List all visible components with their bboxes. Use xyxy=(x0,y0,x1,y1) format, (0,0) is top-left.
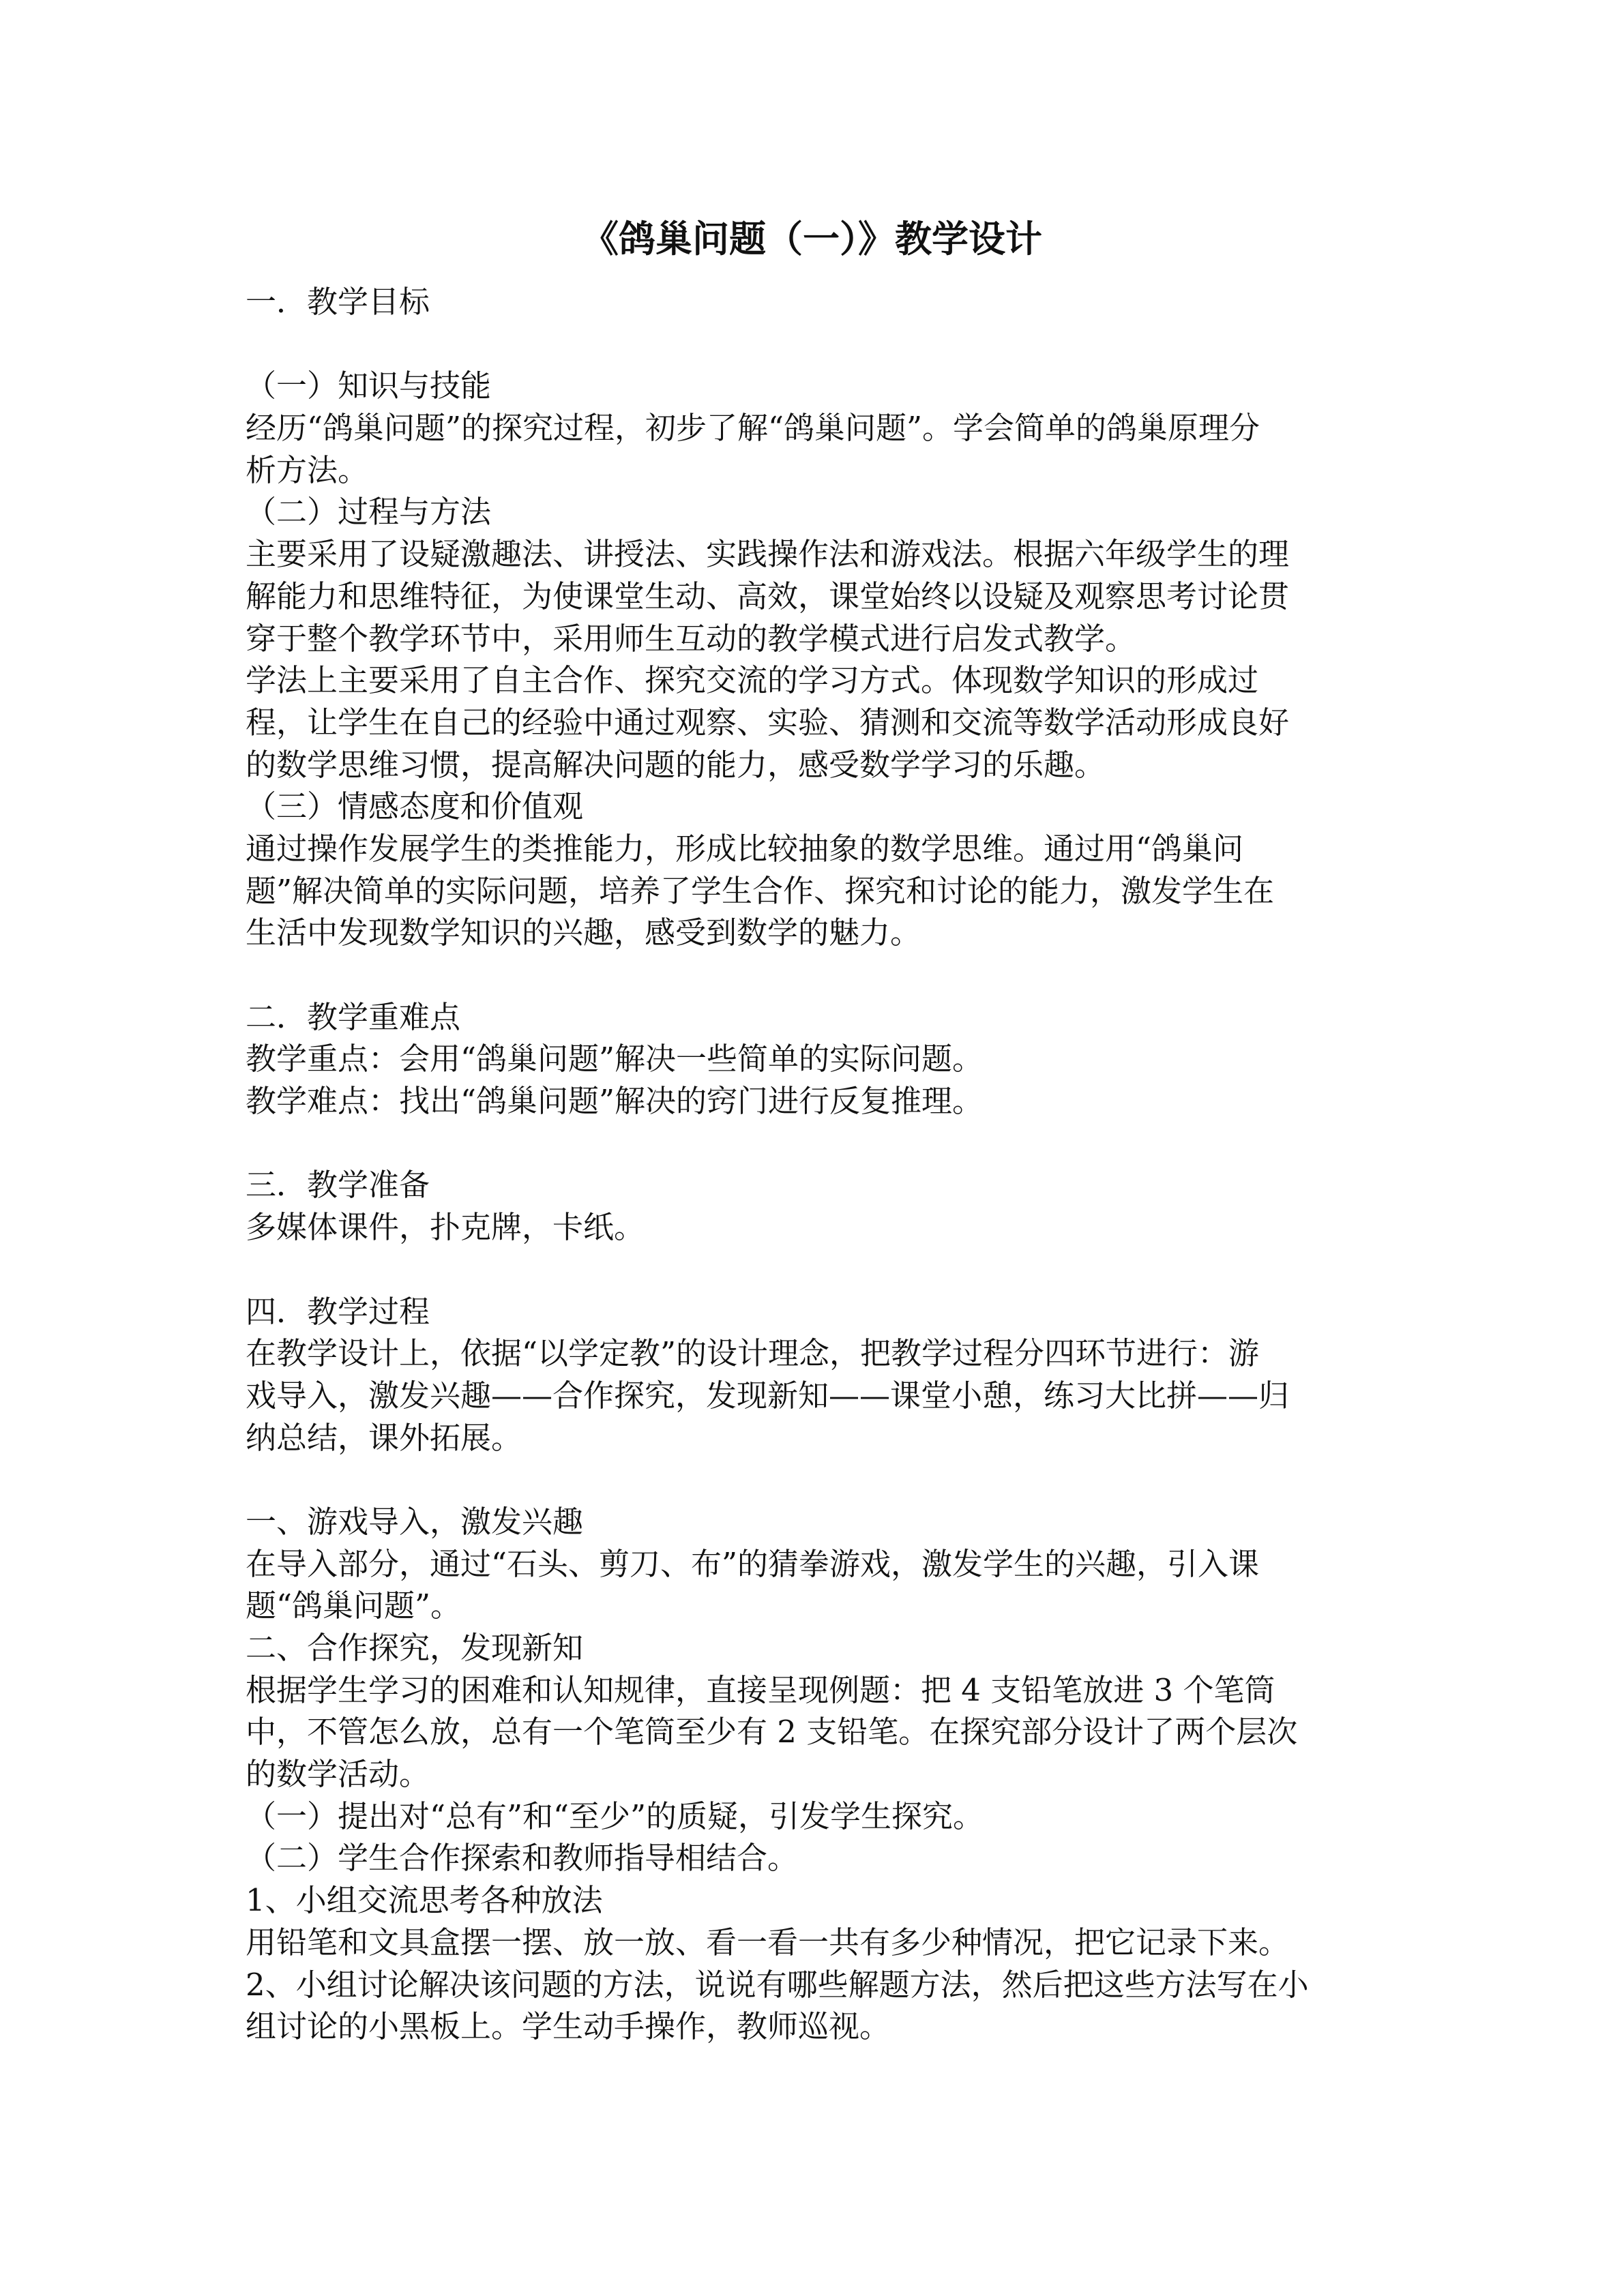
blank-line xyxy=(246,954,1381,996)
heading-preparation: 三．教学准备 xyxy=(246,1167,430,1204)
paragraph-line: 经历“鸽巢问题”的探究过程，初步了解“鸽巢问题”。学会简单的鸽巢原理分 xyxy=(246,410,1260,447)
paragraph-line: 在教学设计上，依据“以学定教”的设计理念，把教学过程分四环节进行：游 xyxy=(246,1335,1260,1372)
subheading-emotion-values: （三）情感态度和价值观 xyxy=(246,788,584,825)
paragraph-line: 通过操作发展学生的类推能力，形成比较抽象的数学思维。通过用“鸽巢问 xyxy=(246,830,1244,867)
paragraph-line: 用铅笔和文具盒摆一摆、放一放、看一看一共有多少种情况，把它记录下来。 xyxy=(246,1924,1290,1960)
paragraph-line: （二）学生合作探索和教师指导相结合。 xyxy=(246,1840,799,1877)
paragraph-line: 程，让学生在自己的经验中通过观察、实验、猜测和交流等数学活动形成良好 xyxy=(246,704,1290,741)
paragraph-line: 根据学生学习的困难和认知规律，直接呈现例题：把 4 支铅笔放进 3 个笔筒 xyxy=(246,1671,1275,1708)
paragraph-line: 主要采用了设疑激趣法、讲授法、实践操作法和游戏法。根据六年级学生的理 xyxy=(246,536,1290,573)
blank-line xyxy=(246,1459,1381,1501)
paragraph-line: 题“鸽巢问题”。 xyxy=(246,1587,462,1624)
blank-line xyxy=(246,1249,1381,1291)
paragraph-line: 的数学思维习惯，提高解决问题的能力，感受数学学习的乐趣。 xyxy=(246,746,1106,783)
subheading-cooperative-inquiry: 二、合作探究，发现新知 xyxy=(246,1630,584,1666)
paragraph-line: 学法上主要采用了自主合作、探究交流的学习方式。体现数学知识的形成过 xyxy=(246,662,1259,699)
paragraph-line: 戏导入，激发兴趣——合作探究，发现新知——课堂小憩，练习大比拼——归 xyxy=(246,1377,1290,1414)
paragraph-line: 教学重点：会用“鸽巢问题”解决一些简单的实际问题。 xyxy=(246,1041,984,1077)
subheading-game-intro: 一、游戏导入，激发兴趣 xyxy=(246,1503,584,1540)
paragraph-line: 2、小组讨论解决该问题的方法，说说有哪些解题方法，然后把这些方法写在小 xyxy=(246,1966,1309,2003)
heading-teaching-goals: 一．教学目标 xyxy=(246,284,430,320)
paragraph-line: 生活中发现数学知识的兴趣，感受到数学的魅力。 xyxy=(246,914,921,951)
subheading-process-methods: （二）过程与方法 xyxy=(246,494,492,531)
paragraph-line: （一）提出对“总有”和“至少”的质疑，引发学生探究。 xyxy=(246,1798,984,1834)
blank-line xyxy=(246,1122,1381,1165)
heading-teaching-process: 四．教学过程 xyxy=(246,1293,430,1330)
paragraph-line: 解能力和思维特征，为使课堂生动、高效，课堂始终以设疑及观察思考讨论贯 xyxy=(246,578,1290,614)
paragraph-line: 1、小组交流思考各种放法 xyxy=(246,1882,603,1919)
blank-line xyxy=(246,323,1381,366)
paragraph-line: 析方法。 xyxy=(246,451,369,488)
paragraph-line: 在导入部分，通过“石头、剪刀、布”的猜拳游戏，激发学生的兴趣，引入课 xyxy=(246,1545,1260,1582)
document-body xyxy=(246,281,1381,2048)
paragraph-line: 教学难点：找出“鸽巢问题”解决的窍门进行反复推理。 xyxy=(246,1083,984,1120)
paragraph-line: 题”解决简单的实际问题，培养了学生合作、探究和讨论的能力，激发学生在 xyxy=(246,872,1275,909)
paragraph-line: 穿于整个教学环节中，采用师生互动的教学模式进行启发式教学。 xyxy=(246,620,1136,657)
paragraph-line: 中，不管怎么放，总有一个笔筒至少有 2 支铅笔。在探究部分设计了两个层次 xyxy=(246,1714,1298,1750)
paragraph-line: 多媒体课件，扑克牌，卡纸。 xyxy=(246,1209,645,1246)
heading-key-points: 二．教学重难点 xyxy=(246,998,461,1035)
paragraph-line: 组讨论的小黑板上。学生动手操作，教师巡视。 xyxy=(246,2008,891,2045)
document-title: 《鸽巢问题（一）》教学设计 xyxy=(582,217,1042,260)
paragraph-line: 的数学活动。 xyxy=(246,1756,430,1793)
subheading-knowledge-skills: （一）知识与技能 xyxy=(246,368,492,404)
paragraph-line: 纳总结，课外拓展。 xyxy=(246,1419,522,1456)
